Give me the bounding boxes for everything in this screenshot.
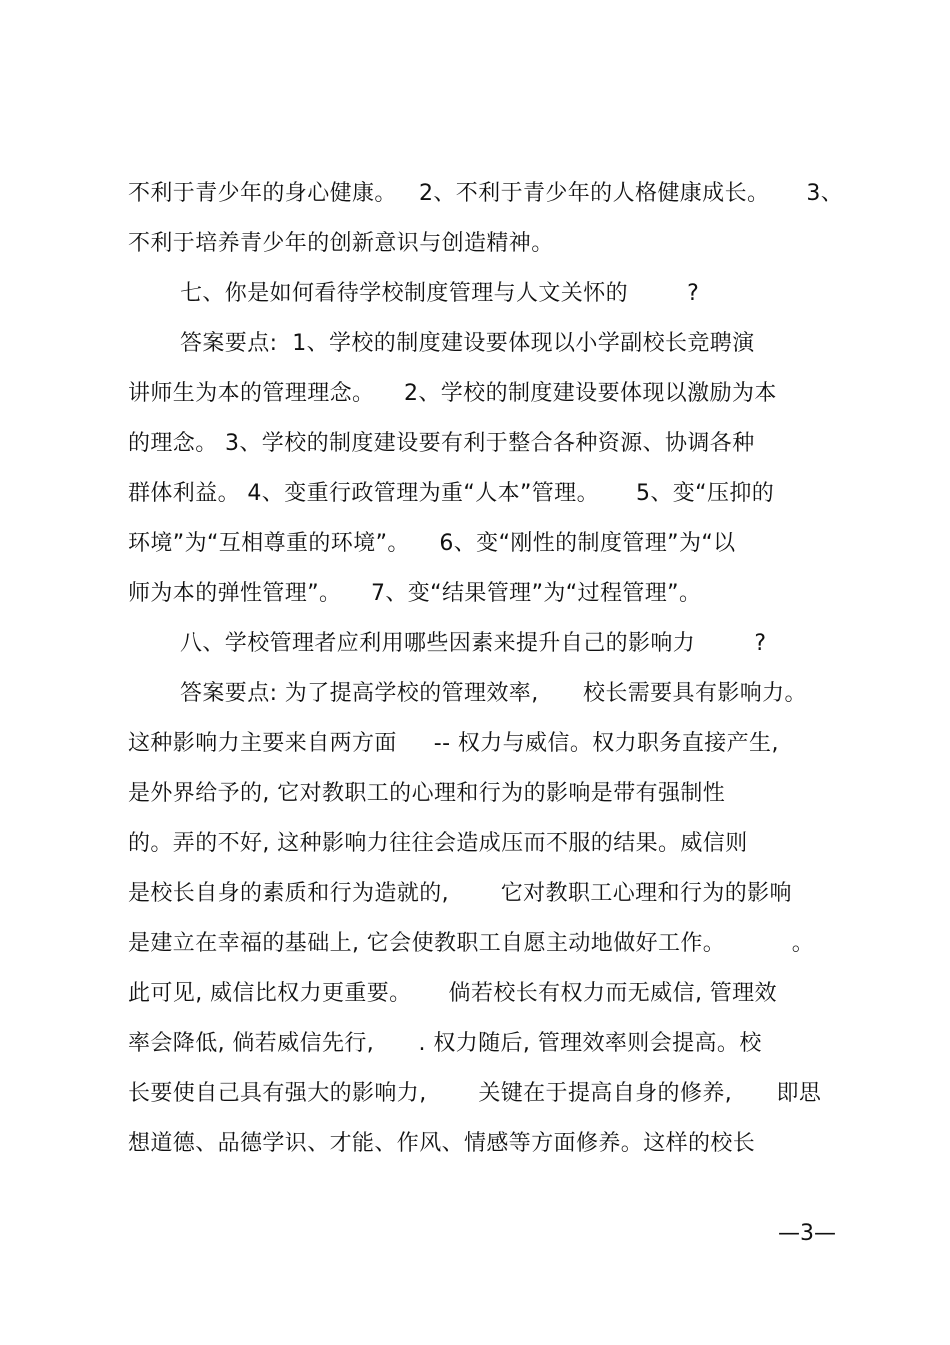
text-line: 率会降低, 倘若威信先行, . 权力随后, 管理效率则会提高。校 (128, 1031, 762, 1056)
text-line: 的理念。 3、学校的制度建设要有利于整合各种资源、协调各种 (128, 431, 755, 456)
text-line: 此可见, 威信比权力更重要。 倘若校长有权力而无威信, 管理效 (128, 981, 777, 1006)
text-line: 是建立在幸福的基础上, 它会使教职工自愿主动地做好工作。 。 (128, 931, 815, 956)
text-line: 讲师生为本的管理理念。 2、学校的制度建设要体现以激励为本 (128, 381, 777, 406)
text-line: 是校长自身的素质和行为造就的, 它对教职工心理和行为的影响 (128, 881, 792, 906)
text-line: 不利于青少年的身心健康。 2、不利于青少年的人格健康成长。 3、 (128, 181, 844, 206)
text-line: 师为本的弹性管理”。 7、变“结果管理”为“过程管理”。 (128, 581, 702, 606)
text-line: 不利于培养青少年的创新意识与创造精神。 (128, 231, 554, 256)
question-heading: 八、学校管理者应利用哪些因素来提升自己的影响力 ? (180, 631, 767, 656)
page-number: —3— (778, 1221, 836, 1246)
text-line: 想道德、品德学识、才能、作风、情感等方面修养。这样的校长 (128, 1131, 756, 1156)
text-line: 群体利益。 4、变重行政管理为重“人本”管理。 5、变“压抑的 (128, 481, 775, 506)
text-line: 的。弄的不好, 这种影响力往往会造成压而不服的结果。威信则 (128, 831, 748, 856)
text-line: 答案要点: 1、学校的制度建设要体现以小学副校长竞聘演 (180, 331, 755, 356)
text-line: 这种影响力主要来自两方面 -- 权力与威信。权力职务直接产生, (128, 731, 779, 756)
question-heading: 七、你是如何看待学校制度管理与人文关怀的 ? (180, 281, 700, 306)
text-line: 答案要点: 为了提高学校的管理效率, 校长需要具有影响力。 (180, 681, 807, 706)
text-line: 是外界给予的, 它对教职工的心理和行为的影响是带有强制性 (128, 781, 726, 806)
text-line: 长要使自己具有强大的影响力, 关键在于提高自身的修养, 即思 (128, 1081, 822, 1106)
text-line: 环境”为“互相尊重的环境”。 6、变“刚性的制度管理”为“以 (128, 531, 736, 556)
